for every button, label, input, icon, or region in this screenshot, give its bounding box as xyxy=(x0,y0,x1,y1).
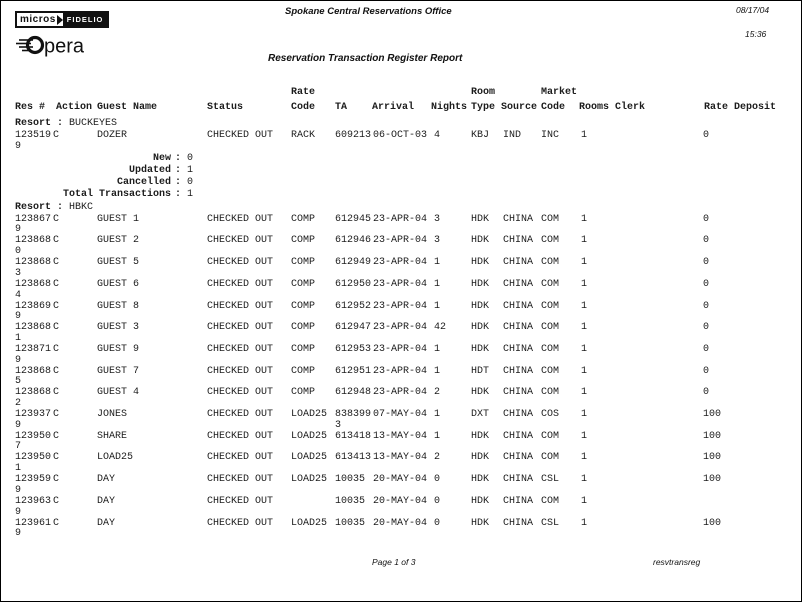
cell-nights: 42 xyxy=(434,322,447,334)
cell-res: 123963 xyxy=(15,495,52,507)
fidelio-logo-text: FIDELIO xyxy=(63,13,108,26)
cell-room-type: HDK xyxy=(471,495,490,507)
cell-guest: GUEST 5 xyxy=(97,257,140,269)
cell-source: CHINA xyxy=(503,452,534,464)
cell-room-type: HDK xyxy=(471,430,490,442)
cell-res-wrap: 1 xyxy=(15,332,22,344)
cell-source: IND xyxy=(503,130,522,141)
cell-res: 123959 xyxy=(15,474,52,486)
cell-nights: 2 xyxy=(434,452,441,464)
cell-ta: 613413 xyxy=(335,452,372,464)
cell-status: CHECKED OUT xyxy=(207,130,274,141)
cell-market-code: COM xyxy=(541,235,560,247)
cell-action: C xyxy=(53,430,60,442)
cell-nights: 3 xyxy=(434,213,441,225)
cell-status: CHECKED OUT xyxy=(207,474,274,486)
cell-ta: 609213 xyxy=(335,130,372,141)
cell-source: CHINA xyxy=(503,474,534,486)
cell-nights: 0 xyxy=(434,517,441,529)
cell-res: 123961 xyxy=(15,517,52,529)
cell-rate-code: LOAD25 xyxy=(291,474,328,486)
cell-rate: 100 xyxy=(703,409,722,420)
cell-arrival: 23-APR-04 xyxy=(373,300,428,312)
cell-ta: 612951 xyxy=(335,365,372,377)
summary-label: New xyxy=(152,153,171,165)
cell-res: 123868 xyxy=(15,387,52,399)
report-date: 08/17/04 xyxy=(736,5,770,15)
cell-nights: 1 xyxy=(434,343,441,355)
cell-res-wrap: 9 xyxy=(15,484,22,496)
cell-status: CHECKED OUT xyxy=(207,387,274,399)
page-number: Page 1 of 3 xyxy=(372,557,416,567)
cell-nights: 1 xyxy=(434,300,441,312)
cell-action: C xyxy=(53,213,60,225)
cell-status: CHECKED OUT xyxy=(207,452,274,464)
cell-rate-code: COMP xyxy=(291,278,316,290)
cell-rooms: 1 xyxy=(581,517,588,529)
cell-room-type: HDK xyxy=(471,322,490,334)
cell-source: CHINA xyxy=(503,409,534,420)
cell-ta: 612952 xyxy=(335,300,372,312)
cell-room-type: HDK xyxy=(471,387,490,399)
summary-colon: : xyxy=(175,177,182,189)
cell-rate-code: COMP xyxy=(291,300,316,312)
report-body xyxy=(1,1,801,601)
cell-rate: 0 xyxy=(703,300,710,312)
cell-rate: 0 xyxy=(703,278,710,290)
cell-guest: GUEST 8 xyxy=(97,300,140,312)
report-time: 15:36 xyxy=(745,29,767,39)
cell-nights: 1 xyxy=(434,278,441,290)
summary-value: 0 xyxy=(187,177,194,189)
cell-status: CHECKED OUT xyxy=(207,495,274,507)
cell-ta: 613418 xyxy=(335,430,372,442)
cell-source: CHINA xyxy=(503,300,534,312)
cell-market-code: COM xyxy=(541,343,560,355)
cell-market-code: COM xyxy=(541,430,560,442)
col-header-rate-code: Code xyxy=(291,102,316,113)
cell-arrival: 20-MAY-04 xyxy=(373,495,428,507)
resort-label: Resort : xyxy=(15,118,64,129)
cell-res: 123871 xyxy=(15,343,52,355)
cell-guest: GUEST 9 xyxy=(97,343,140,355)
cell-arrival: 23-APR-04 xyxy=(373,235,428,247)
cell-room-type: HDT xyxy=(471,365,490,377)
cell-rooms: 1 xyxy=(581,300,588,312)
cell-arrival: 13-MAY-04 xyxy=(373,452,428,464)
cell-res-wrap: 1 xyxy=(15,463,22,475)
cell-guest: LOAD25 xyxy=(97,452,134,464)
cell-guest: DAY xyxy=(97,474,116,486)
cell-rate-code: COMP xyxy=(291,387,316,399)
cell-action: C xyxy=(53,257,60,269)
cell-ta: 10035 xyxy=(335,474,366,486)
cell-ta: 10035 xyxy=(335,495,366,507)
cell-res-wrap: 9 xyxy=(15,506,22,518)
col-header-clerk: Clerk xyxy=(615,102,646,113)
cell-room-type: HDK xyxy=(471,343,490,355)
cell-source: CHINA xyxy=(503,257,534,269)
cell-arrival: 23-APR-04 xyxy=(373,343,428,355)
table-row xyxy=(1,496,801,518)
cell-status: CHECKED OUT xyxy=(207,343,274,355)
cell-market-code: CSL xyxy=(541,474,560,486)
cell-rate-code: LOAD25 xyxy=(291,517,328,529)
cell-res: 123868 xyxy=(15,257,52,269)
cell-rooms: 1 xyxy=(581,452,588,464)
table-row xyxy=(1,279,801,301)
cell-ta: 838399 xyxy=(335,409,372,420)
cell-rooms: 1 xyxy=(581,343,588,355)
cell-rate-code: COMP xyxy=(291,235,316,247)
cell-rooms: 1 xyxy=(581,257,588,269)
summary-colon: : xyxy=(175,153,182,165)
cell-rate-code: COMP xyxy=(291,365,316,377)
cell-nights: 1 xyxy=(434,430,441,442)
cell-source: CHINA xyxy=(503,387,534,399)
summary-label: Updated xyxy=(128,165,171,177)
cell-res: 123868 xyxy=(15,278,52,290)
cell-source: CHINA xyxy=(503,278,534,290)
cell-arrival: 23-APR-04 xyxy=(373,387,428,399)
cell-arrival: 07-MAY-04 xyxy=(373,409,428,420)
cell-room-type: KBJ xyxy=(471,130,490,141)
cell-res: 123868 xyxy=(15,322,52,334)
cell-rate-code: COMP xyxy=(291,213,316,225)
cell-room-type: HDK xyxy=(471,235,490,247)
summary-value: 1 xyxy=(187,189,194,201)
cell-res-wrap: 3 xyxy=(15,267,22,279)
resort-value: BUCKEYES xyxy=(69,118,118,129)
cell-action: C xyxy=(53,343,60,355)
cell-ta: 612945 xyxy=(335,213,372,225)
cell-ta: 612950 xyxy=(335,278,372,290)
cell-rate-code: COMP xyxy=(291,343,316,355)
cell-res: 123867 xyxy=(15,213,52,225)
cell-res-wrap: 2 xyxy=(15,398,22,410)
cell-guest: GUEST 4 xyxy=(97,387,140,399)
cell-market-code: COM xyxy=(541,495,560,507)
cell-status: CHECKED OUT xyxy=(207,278,274,290)
cell-action: C xyxy=(53,278,60,290)
table-row xyxy=(1,452,801,474)
cell-source: CHINA xyxy=(503,495,534,507)
cell-arrival: 20-MAY-04 xyxy=(373,474,428,486)
cell-guest: SHARE xyxy=(97,430,128,442)
cell-room-type: HDK xyxy=(471,213,490,225)
cell-ta: 612946 xyxy=(335,235,372,247)
table-row xyxy=(1,344,801,366)
cell-res-wrap: 0 xyxy=(15,246,22,258)
cell-market-code: COM xyxy=(541,387,560,399)
summary-label: Total Transactions xyxy=(62,189,171,201)
cell-rate-code: COMP xyxy=(291,322,316,334)
summary-value: 1 xyxy=(187,165,194,177)
col-header-market-code-top: Market xyxy=(541,87,578,98)
cell-status: CHECKED OUT xyxy=(207,430,274,442)
opera-logo-pera: pera xyxy=(44,35,85,58)
cell-nights: 1 xyxy=(434,365,441,377)
table-row xyxy=(1,130,801,152)
cell-room-type: HDK xyxy=(471,257,490,269)
cell-arrival: 23-APR-04 xyxy=(373,213,428,225)
cell-rooms: 1 xyxy=(581,213,588,225)
cell-action: C xyxy=(53,365,60,377)
cell-arrival: 20-MAY-04 xyxy=(373,517,428,529)
table-row xyxy=(1,431,801,453)
cell-rate: 100 xyxy=(703,452,722,464)
summary-value: 0 xyxy=(187,153,194,165)
cell-res: 123869 xyxy=(15,300,52,312)
cell-guest: DOZER xyxy=(97,130,128,141)
cell-rate: 100 xyxy=(703,517,722,529)
col-header-nights: Nights xyxy=(431,102,468,113)
cell-res: 123950 xyxy=(15,430,52,442)
cell-market-code: COM xyxy=(541,213,560,225)
cell-status: CHECKED OUT xyxy=(207,322,274,334)
cell-res: 123519 xyxy=(15,130,52,141)
cell-room-type: HDK xyxy=(471,300,490,312)
cell-status: CHECKED OUT xyxy=(207,257,274,269)
cell-rate: 0 xyxy=(703,387,710,399)
table-row xyxy=(1,235,801,257)
cell-market-code: COM xyxy=(541,365,560,377)
cell-action: C xyxy=(53,495,60,507)
cell-rate: 100 xyxy=(703,430,722,442)
table-row xyxy=(1,301,801,323)
cell-source: CHINA xyxy=(503,343,534,355)
cell-source: CHINA xyxy=(503,365,534,377)
cell-market-code: COM xyxy=(541,322,560,334)
cell-res-wrap: 9 xyxy=(15,419,22,431)
cell-nights: 1 xyxy=(434,257,441,269)
office-title: Spokane Central Reservations Office xyxy=(285,6,452,17)
cell-guest: JONES xyxy=(97,409,128,420)
cell-res-wrap: 7 xyxy=(15,441,22,453)
col-header-arrival: Arrival xyxy=(372,102,415,113)
cell-nights: 1 xyxy=(434,409,441,420)
cell-action: C xyxy=(53,387,60,399)
cell-res-wrap: 9 xyxy=(15,528,22,540)
cell-status: CHECKED OUT xyxy=(207,517,274,529)
col-header-rooms: Rooms xyxy=(579,102,610,113)
cell-nights: 0 xyxy=(434,474,441,486)
cell-rate: 0 xyxy=(703,235,710,247)
cell-guest: GUEST 6 xyxy=(97,278,140,290)
table-row xyxy=(1,474,801,496)
resort-label: Resort : xyxy=(15,201,64,213)
cell-res-wrap: 9 xyxy=(15,224,22,236)
cell-guest: GUEST 2 xyxy=(97,235,140,247)
cell-res: 123868 xyxy=(15,235,52,247)
cell-rate: 100 xyxy=(703,474,722,486)
col-header-room-type-top: Room xyxy=(471,87,496,98)
cell-action: C xyxy=(53,517,60,529)
col-header-guest-name: Guest Name xyxy=(97,102,158,113)
cell-action: C xyxy=(53,235,60,247)
summary-colon: : xyxy=(175,189,182,201)
cell-nights: 3 xyxy=(434,235,441,247)
cell-rooms: 1 xyxy=(581,474,588,486)
cell-rate-code: RACK xyxy=(291,130,316,141)
cell-rate-code: COMP xyxy=(291,257,316,269)
summary-label: Cancelled xyxy=(116,177,171,189)
cell-res: 123868 xyxy=(15,365,52,377)
cell-room-type: HDK xyxy=(471,517,490,529)
cell-market-code: COM xyxy=(541,278,560,290)
cell-market-code: CSL xyxy=(541,517,560,529)
cell-rooms: 1 xyxy=(581,430,588,442)
cell-status: CHECKED OUT xyxy=(207,235,274,247)
cell-room-type: HDK xyxy=(471,452,490,464)
cell-room-type: HDK xyxy=(471,474,490,486)
cell-source: CHINA xyxy=(503,213,534,225)
cell-guest: DAY xyxy=(97,517,116,529)
cell-room-type: HDK xyxy=(471,278,490,290)
cell-rooms: 1 xyxy=(581,278,588,290)
table-row xyxy=(1,387,801,409)
cell-rate-code: LOAD25 xyxy=(291,409,328,420)
cell-market-code: COM xyxy=(541,257,560,269)
cell-action: C xyxy=(53,322,60,334)
cell-res-wrap: 9 xyxy=(15,140,22,152)
cell-rate-code: LOAD25 xyxy=(291,430,328,442)
cell-ta: 612947 xyxy=(335,322,372,334)
cell-nights: 2 xyxy=(434,387,441,399)
cell-rate: 0 xyxy=(703,322,710,334)
cell-action: C xyxy=(53,474,60,486)
cell-action: C xyxy=(53,300,60,312)
cell-res: 123937 xyxy=(15,409,52,420)
table-row xyxy=(1,518,801,540)
table-row xyxy=(1,409,801,431)
cell-nights: 0 xyxy=(434,495,441,507)
cell-rooms: 1 xyxy=(581,322,588,334)
cell-source: CHINA xyxy=(503,430,534,442)
cell-rooms: 1 xyxy=(581,235,588,247)
cell-arrival: 23-APR-04 xyxy=(373,278,428,290)
table-row xyxy=(1,322,801,344)
cell-rooms: 1 xyxy=(581,365,588,377)
cell-res-wrap: 5 xyxy=(15,376,22,388)
cell-rate: 0 xyxy=(703,365,710,377)
report-title: Reservation Transaction Register Report xyxy=(268,53,463,64)
cell-status: CHECKED OUT xyxy=(207,300,274,312)
cell-guest: GUEST 1 xyxy=(97,213,140,225)
cell-market-code: INC xyxy=(541,130,560,141)
cell-res-wrap: 4 xyxy=(15,289,22,301)
cell-rate: 0 xyxy=(703,343,710,355)
col-header-room-type: Type xyxy=(471,102,496,113)
cell-res-wrap: 9 xyxy=(15,311,22,323)
cell-res-wrap: 9 xyxy=(15,354,22,366)
cell-source: CHINA xyxy=(503,517,534,529)
cell-rooms: 1 xyxy=(581,387,588,399)
cell-market-code: COM xyxy=(541,452,560,464)
cell-room-type: DXT xyxy=(471,409,490,420)
cell-action: C xyxy=(53,452,60,464)
cell-nights: 4 xyxy=(434,130,441,141)
cell-status: CHECKED OUT xyxy=(207,409,274,420)
report-id: resvtransreg xyxy=(653,557,701,567)
cell-guest: GUEST 3 xyxy=(97,322,140,334)
cell-guest: DAY xyxy=(97,495,116,507)
cell-source: CHINA xyxy=(503,322,534,334)
cell-rate: 0 xyxy=(703,130,710,141)
cell-rooms: 1 xyxy=(581,495,588,507)
cell-rate: 0 xyxy=(703,213,710,225)
cell-ta-wrap: 3 xyxy=(335,419,342,431)
cell-source: CHINA xyxy=(503,235,534,247)
cell-action: C xyxy=(53,130,60,141)
cell-market-code: COS xyxy=(541,409,560,420)
col-header-action: Action xyxy=(56,102,93,113)
col-header-res: Res # xyxy=(15,102,46,113)
cell-arrival: 23-APR-04 xyxy=(373,257,428,269)
cell-guest: GUEST 7 xyxy=(97,365,140,377)
micros-logo-text: micros xyxy=(17,13,57,26)
cell-ta: 612949 xyxy=(335,257,372,269)
cell-rooms: 1 xyxy=(581,130,588,141)
cell-rooms: 1 xyxy=(581,409,588,420)
table-row xyxy=(1,214,801,236)
cell-status: CHECKED OUT xyxy=(207,365,274,377)
col-header-source: Source xyxy=(501,102,538,113)
cell-ta: 612948 xyxy=(335,387,372,399)
resort-value: HBKC xyxy=(69,201,94,213)
col-header-deposit: Deposit xyxy=(734,102,777,113)
col-header-rate: Rate xyxy=(704,102,729,113)
col-header-ta: TA xyxy=(335,102,348,113)
cell-arrival: 13-MAY-04 xyxy=(373,430,428,442)
col-header-rate-code-top: Rate xyxy=(291,87,316,98)
cell-status: CHECKED OUT xyxy=(207,213,274,225)
col-header-status: Status xyxy=(207,102,244,113)
cell-rate-code: LOAD25 xyxy=(291,452,328,464)
cell-arrival: 06-OCT-03 xyxy=(373,130,428,141)
cell-action: C xyxy=(53,409,60,420)
cell-ta: 612953 xyxy=(335,343,372,355)
table-row xyxy=(1,366,801,388)
cell-arrival: 23-APR-04 xyxy=(373,322,428,334)
cell-arrival: 23-APR-04 xyxy=(373,365,428,377)
table-row xyxy=(1,257,801,279)
summary-colon: : xyxy=(175,165,182,177)
cell-res: 123950 xyxy=(15,452,52,464)
cell-ta: 10035 xyxy=(335,517,366,529)
col-header-market-code: Code xyxy=(541,102,566,113)
cell-rate: 0 xyxy=(703,257,710,269)
cell-market-code: COM xyxy=(541,300,560,312)
